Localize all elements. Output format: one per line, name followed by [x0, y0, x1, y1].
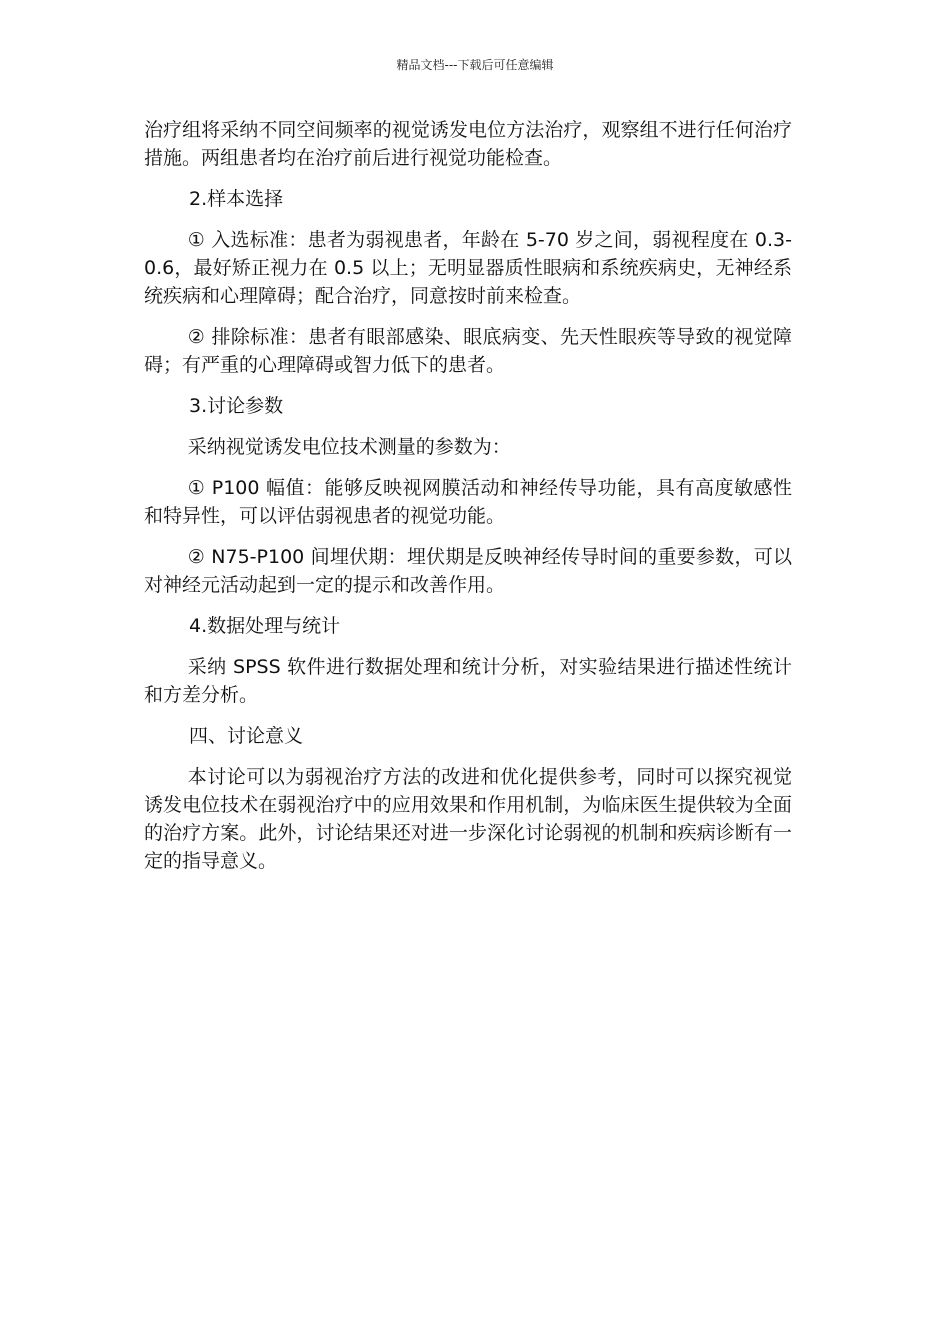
paragraph-n75-p100-latency: ② N75-P100 间埋伏期：埋伏期是反映神经传导时间的重要参数，可以对神经元活动起到一定的提示和改善作用。	[144, 546, 792, 596]
heading-significance: 四、讨论意义	[189, 725, 304, 747]
paragraph-exclusion-criteria: ② 排除标准：患者有眼部感染、眼底病变、先天性眼疾等导致的视觉障碍；有严重的心理障碍或智力低下的患者。	[144, 326, 792, 376]
paragraph-intro: 治疗组将采纳不同空间频率的视觉诱发电位方法治疗，观察组不进行任何治疗措施。两组患者均在治疗前后进行视觉功能检查。	[144, 119, 792, 169]
paragraph-significance: 本讨论可以为弱视治疗方法的改进和优化提供参考，同时可以探究视觉诱发电位技术在弱视治疗中的应用效果和作用机制，为临床医生提供较为全面的治疗方案。此外，讨论结果还对进一步深化讨论弱视的机制和疾病诊断有一定的指导意义。	[144, 766, 792, 872]
paragraph-parameters-intro: 采纳视觉诱发电位技术测量的参数为：	[187, 436, 511, 458]
paragraph-p100-amplitude: ① P100 幅值：能够反映视网膜活动和神经传导功能，具有高度敏感性和特异性，可以评估弱视患者的视觉功能。	[144, 477, 792, 527]
heading-data-processing: 4.数据处理与统计	[189, 615, 341, 637]
paragraph-data-processing: 采纳 SPSS 软件进行数据处理和统计分析，对实验结果进行描述性统计和方差分析。	[144, 656, 792, 706]
paragraph-inclusion-criteria: ① 入选标准：患者为弱视患者，年龄在 5-70 岁之间，弱视程度在 0.3-0.6，最好矫正视力在 0.5 以上；无明显器质性眼病和系统疾病史，无神经系统疾病和心理障碍；配合治疗，同意按时前来检查。	[144, 229, 792, 307]
page-header: 精品文档---下载后可任意编辑	[396, 58, 554, 72]
document-body	[144, 116, 792, 888]
heading-parameters: 3.讨论参数	[189, 395, 284, 417]
heading-sample-selection: 2.样本选择	[189, 188, 284, 210]
